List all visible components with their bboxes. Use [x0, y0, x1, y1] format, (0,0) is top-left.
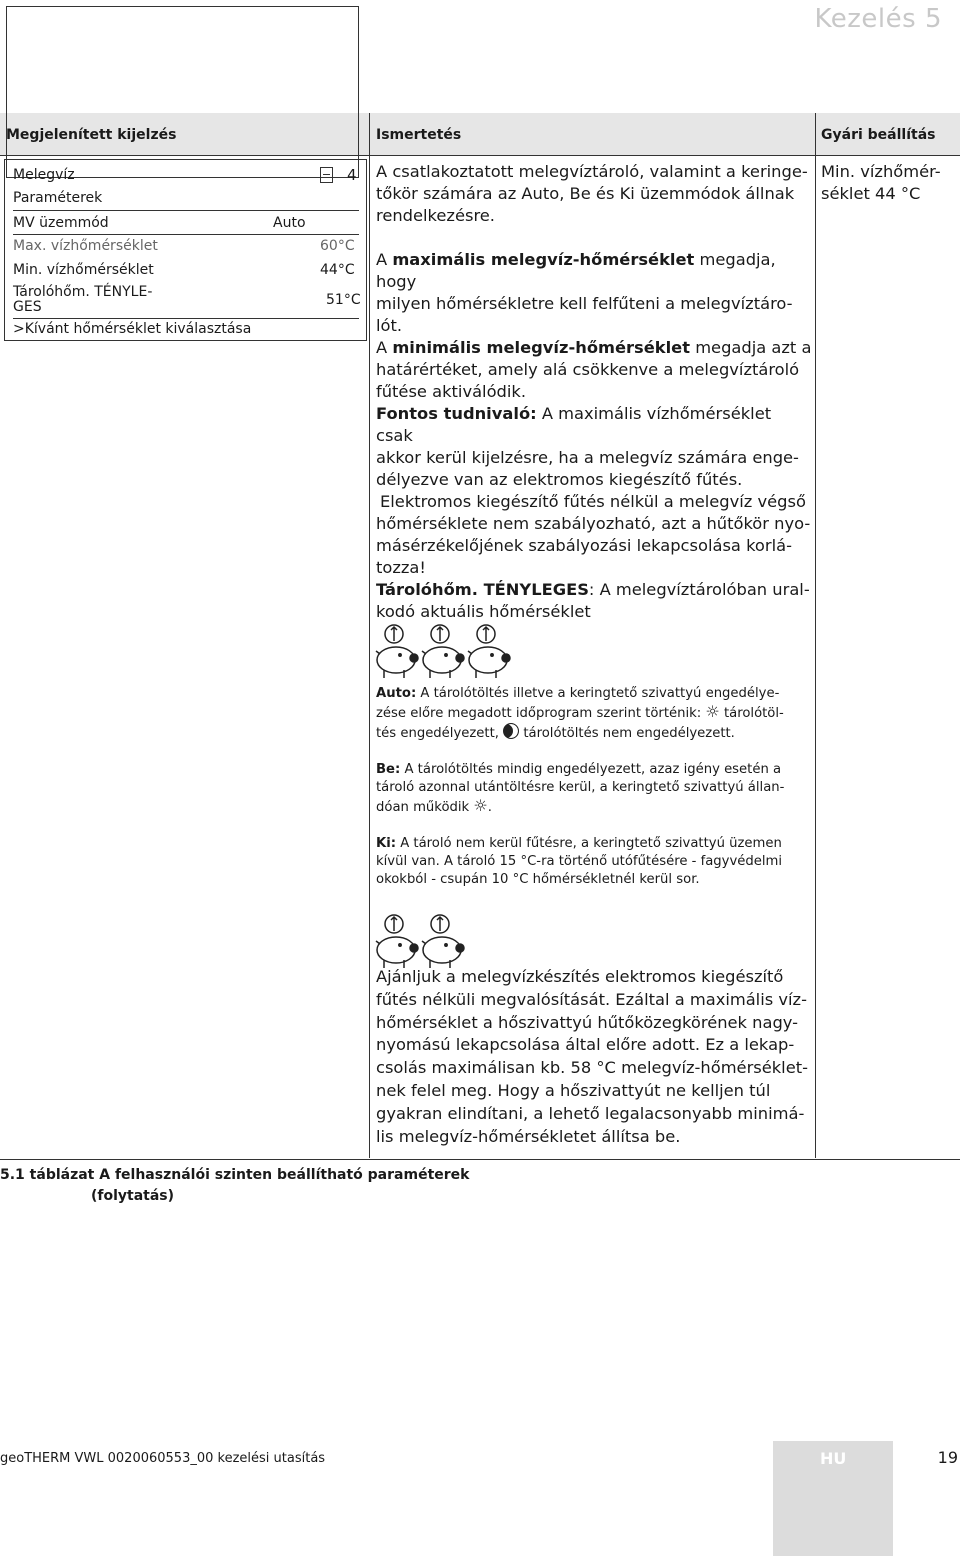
moon-icon [503, 723, 519, 739]
piggy-bank-icon [376, 915, 418, 968]
footer-document-title: geoTHERM VWL 0020060553_00 kezelési utasítás [0, 1451, 326, 1466]
screen-row-value: 60°C [320, 238, 355, 254]
screen-menu-number: 4 [347, 166, 357, 184]
page-number: 19 [937, 1448, 958, 1467]
header-display: Megjelenített kijelzés [6, 127, 177, 143]
screen-row-label: Max. vízhőmérséklet [13, 238, 158, 254]
language-label: HU [820, 1449, 847, 1468]
column-divider [369, 113, 370, 1158]
screen-divider [13, 234, 359, 235]
piggy-bank-icon [376, 625, 418, 678]
screen-row-label: MV üzemmód [13, 215, 109, 231]
screen-title: Melegvíz [13, 167, 75, 183]
screen-row-value: 44°C [320, 262, 355, 278]
screen-prompt: >Kívánt hőmérséklet kiválasztása [13, 321, 252, 337]
screen-row-value: Auto [273, 215, 306, 231]
factory-value: Min. vízhőmér- séklet 44 °C [821, 162, 941, 203]
screen-row-label: Min. vízhőmérséklet [13, 262, 154, 278]
screen-row-label: GES [13, 299, 42, 315]
menu-icon [320, 167, 333, 183]
piggy-bank-icon [422, 625, 464, 678]
piggy-bank-icon [468, 625, 510, 678]
description-text: A csatlakoztatott melegvíztároló, valamint a keringe- tőkör számára az Auto, Be és Ki üzemmódok állnak rendelkezésre. A maximális melegvíz-hőmérséklet megadja, hogy milyen hőmérsékletre kell felfűteni a melegvíztáro- lót. A minimális melegvíz-hőmérséklet megadja azt a határértéket, amely alá csökkenve a melegvíztároló fűtése aktiválódik. Fontos tudnivaló: A maximális vízhőmérséklet csak akkor kerül kijelzésre, ha a melegvíz számára enge- délyezve van az elektromos kiegészítő fűtés. Elektromos kiegészítő fűtés nélkül a melegvíz végső hőmérséklete nem szabályozható, azt a hűtőkör nyo- másérzékelőjének szabályozási lekapcsolása korlá- tozza! Tárolóhőm. TÉNYLEGES: A melegvíztárolóban ural- kodó aktuális hőmérséklet [376, 162, 812, 621]
screen-divider [13, 210, 359, 211]
piggy-bank-icon [422, 915, 464, 968]
running-title: Kezelés 5 [814, 4, 942, 34]
screen-row-value: 51°C [326, 292, 361, 308]
column-divider [815, 113, 816, 1158]
table-caption: 5.1 táblázat A felhasználói szinten beállítható paraméterek (folytatás) [0, 1167, 470, 1204]
screen-subtitle: Paraméterek [13, 190, 103, 206]
header-factory: Gyári beállítás [821, 127, 936, 143]
sun-icon: ☼ [473, 796, 488, 815]
sun-icon: ☼ [705, 702, 720, 721]
display-screen-inner [6, 6, 359, 178]
screen-divider [13, 318, 359, 319]
savings-icons-two [374, 910, 484, 972]
recommendation-text: Ajánljuk a melegvízkészítés elektromos kiegészítő fűtés nélküli megvalósítását. Ezáltal a maximális víz- hőmérséklet a hőszivattyú hűtőközegkörének nagy- nyomású lekapcsolása által előre adott. Ez a lekap- csolás maximálisan kb. 58 °C melegvíz-hőmérséklet- nek felel meg. Hogy a hőszivattyút ne kelljen túl gyakran elindítani, a lehető legalacsonyabb minimá- lis melegvíz-hőmérsékletet állítsa be. [376, 967, 808, 1146]
modes-text: Auto: A tárolótöltés illetve a keringtető szivattyú engedélye- zése előre megadott időprogram szerint történik: ☼ tárolótöl- tés engedélyezett, tárolótöltés nem engedélyezett. Be: A tárolótöltés mindig engedélyezett, azaz igény esetén a tároló azonnal utántöltésre kerül, a keringtető szivattyú állan- dóan működik ☼. Ki: A tároló nem kerül fűtésre, a keringtető szivattyú üzemen kívül van. A tároló 15 °C-ra történő utófűtésére - fagyvédelmi okokból - csupán 10 °C hőmérsékletnél kerül sor. [376, 686, 785, 887]
savings-icons-three [374, 620, 534, 682]
screen-row-label: Tárolóhőm. TÉNYLE- [13, 284, 153, 300]
header-description: Ismertetés [376, 127, 462, 143]
